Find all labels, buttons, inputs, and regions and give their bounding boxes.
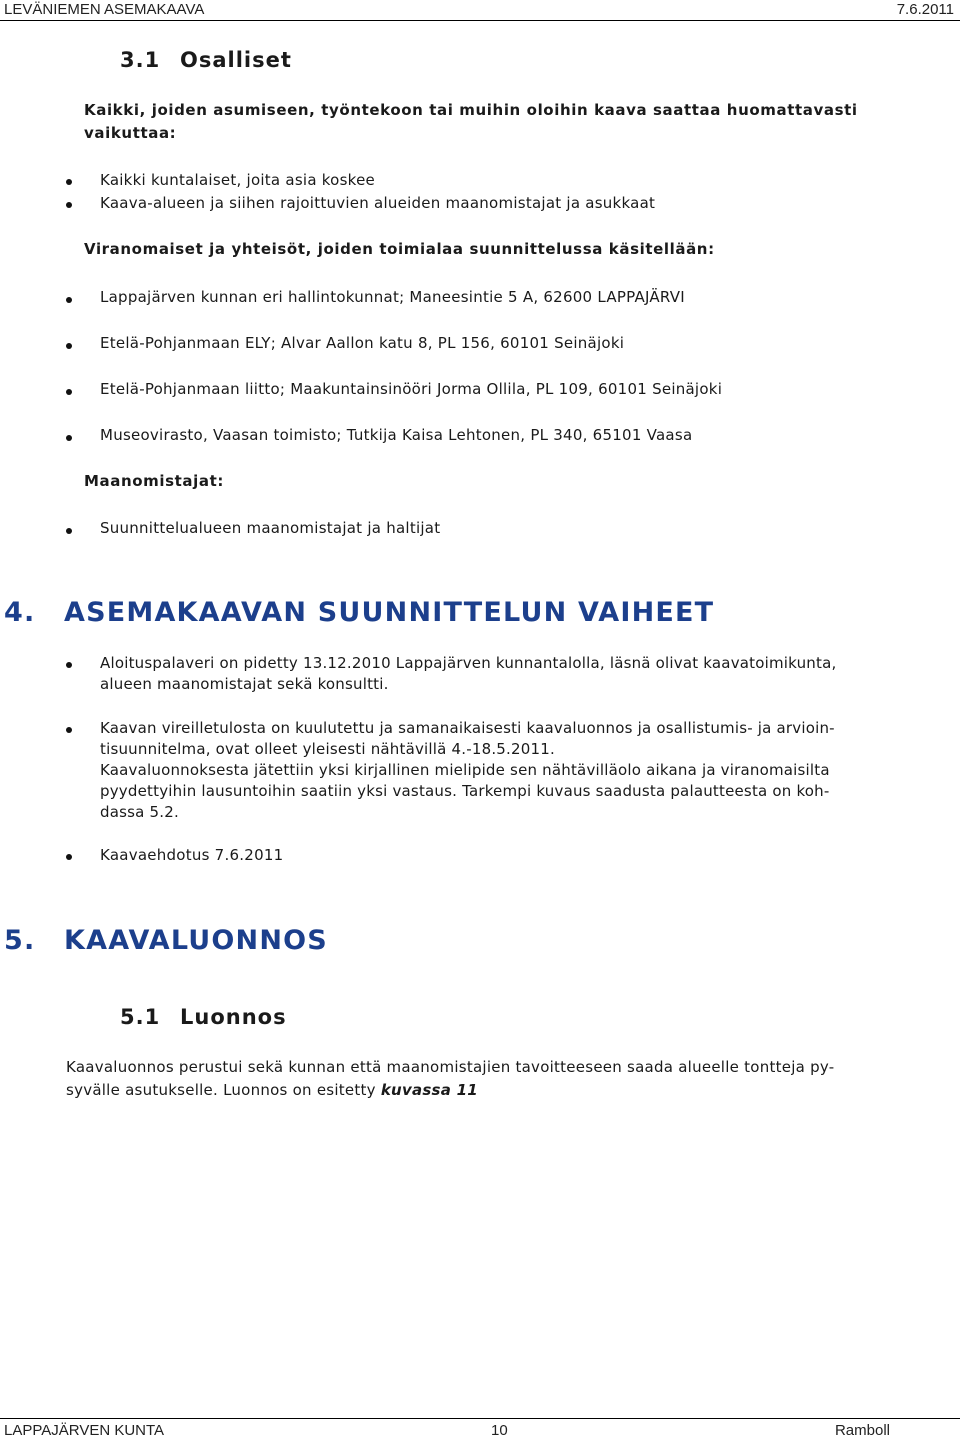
intro-line-2: vaikuttaa: bbox=[84, 124, 177, 142]
paragraph-line bbox=[66, 1080, 478, 1101]
list-item-line: dassa 5.2. bbox=[100, 803, 179, 821]
list-item-line: Aloituspalaveri on pidetty 13.12.2010 Lappajärven kunnantalolla, läsnä olivat kaavatoimikunta, bbox=[100, 654, 837, 672]
list-item-line: pyydettyihin lausuntoihin saatiin yksi vastaus. Tarkempi kuvaus saadusta palautteesta on koh- bbox=[100, 782, 830, 800]
bullet-icon bbox=[66, 528, 72, 534]
section-4-heading bbox=[4, 597, 714, 628]
bullet-icon bbox=[66, 389, 72, 395]
list-item bbox=[100, 653, 945, 695]
bullet-icon bbox=[66, 727, 72, 733]
paragraph-line: Kaavaluonnos perustui sekä kunnan että maanomistajien tavoitteeseen saada alueelle tontteja py- bbox=[66, 1058, 835, 1076]
list-item: Suunnittelualueen maanomistajat ja haltijat bbox=[100, 519, 441, 537]
section-3-1-heading bbox=[120, 48, 292, 72]
paragraph-text: syvälle asutukselle. Luonnos on esitetty bbox=[66, 1081, 381, 1099]
footer-company: Ramboll bbox=[834, 1422, 890, 1439]
section-5-heading bbox=[4, 925, 328, 956]
header-date: 7.6.2011 bbox=[896, 1, 954, 18]
intro-line-1: Kaikki, joiden asumiseen, työntekoon tai muihin oloihin kaava saattaa huomattavasti bbox=[84, 101, 858, 119]
list-item: Kaavaehdotus 7.6.2011 bbox=[100, 846, 284, 864]
list-item-line: alueen maanomistajat sekä konsultti. bbox=[100, 675, 389, 693]
list-item: Kaikki kuntalaiset, joita asia koskee bbox=[100, 171, 376, 189]
bullet-icon bbox=[66, 662, 72, 668]
footer-organization: LAPPAJÄRVEN KUNTA bbox=[4, 1422, 165, 1439]
page-footer bbox=[0, 1418, 960, 1440]
page-header bbox=[0, 0, 960, 21]
list-item-line: Kaavaluonnoksesta jätettiin yksi kirjallinen mielipide sen nähtävilläolo aikana ja viranomaisilta bbox=[100, 761, 830, 779]
section-number: 3.1 bbox=[120, 48, 161, 72]
section-number: 5.1 bbox=[120, 1005, 161, 1029]
list-item: Lappajärven kunnan eri hallintokunnat; Maneesintie 5 A, 62600 LAPPAJÄRVI bbox=[100, 288, 685, 306]
page-number: 10 bbox=[491, 1422, 508, 1439]
bullet-icon bbox=[66, 854, 72, 860]
list-item: Etelä-Pohjanmaan liitto; Maakuntainsinööri Jorma Ollila, PL 109, 60101 Seinäjoki bbox=[100, 380, 723, 398]
section-title: ASEMAKAAVAN SUUNNITTELUN VAIHEET bbox=[64, 597, 715, 628]
bullet-icon bbox=[66, 179, 72, 185]
bullet-icon bbox=[66, 202, 72, 208]
bullet-icon bbox=[66, 297, 72, 303]
owners-heading: Maanomistajat: bbox=[84, 472, 224, 490]
authorities-heading: Viranomaiset ja yhteisöt, joiden toimialaa suunnittelussa käsitellään: bbox=[84, 240, 715, 258]
bullet-icon bbox=[66, 343, 72, 349]
header-document-title: LEVÄNIEMEN ASEMAKAAVA bbox=[4, 1, 205, 18]
section-5-1-heading bbox=[120, 1005, 287, 1029]
list-item-line: tisuunnitelma, ovat olleet yleisesti nähtävillä 4.-18.5.2011. bbox=[100, 740, 555, 758]
section-title: Luonnos bbox=[180, 1005, 287, 1029]
bullet-icon bbox=[66, 435, 72, 441]
section-number: 5. bbox=[4, 925, 36, 956]
section-number: 4. bbox=[4, 597, 36, 628]
list-item: Museovirasto, Vaasan toimisto; Tutkija Kaisa Lehtonen, PL 340, 65101 Vaasa bbox=[100, 426, 693, 444]
list-item-line: Kaavan vireilletulosta on kuulutettu ja samanaikaisesti kaavaluonnos ja osallistumis- ja arvioin- bbox=[100, 719, 835, 737]
section-title: KAAVALUONNOS bbox=[64, 925, 328, 956]
list-item: Etelä-Pohjanmaan ELY; Alvar Aallon katu 8, PL 156, 60101 Seinäjoki bbox=[100, 334, 625, 352]
figure-reference: kuvassa 11 bbox=[380, 1081, 478, 1099]
section-title: Osalliset bbox=[180, 48, 292, 72]
list-item bbox=[100, 718, 945, 823]
list-item: Kaava-alueen ja siihen rajoittuvien alueiden maanomistajat ja asukkaat bbox=[100, 194, 656, 212]
